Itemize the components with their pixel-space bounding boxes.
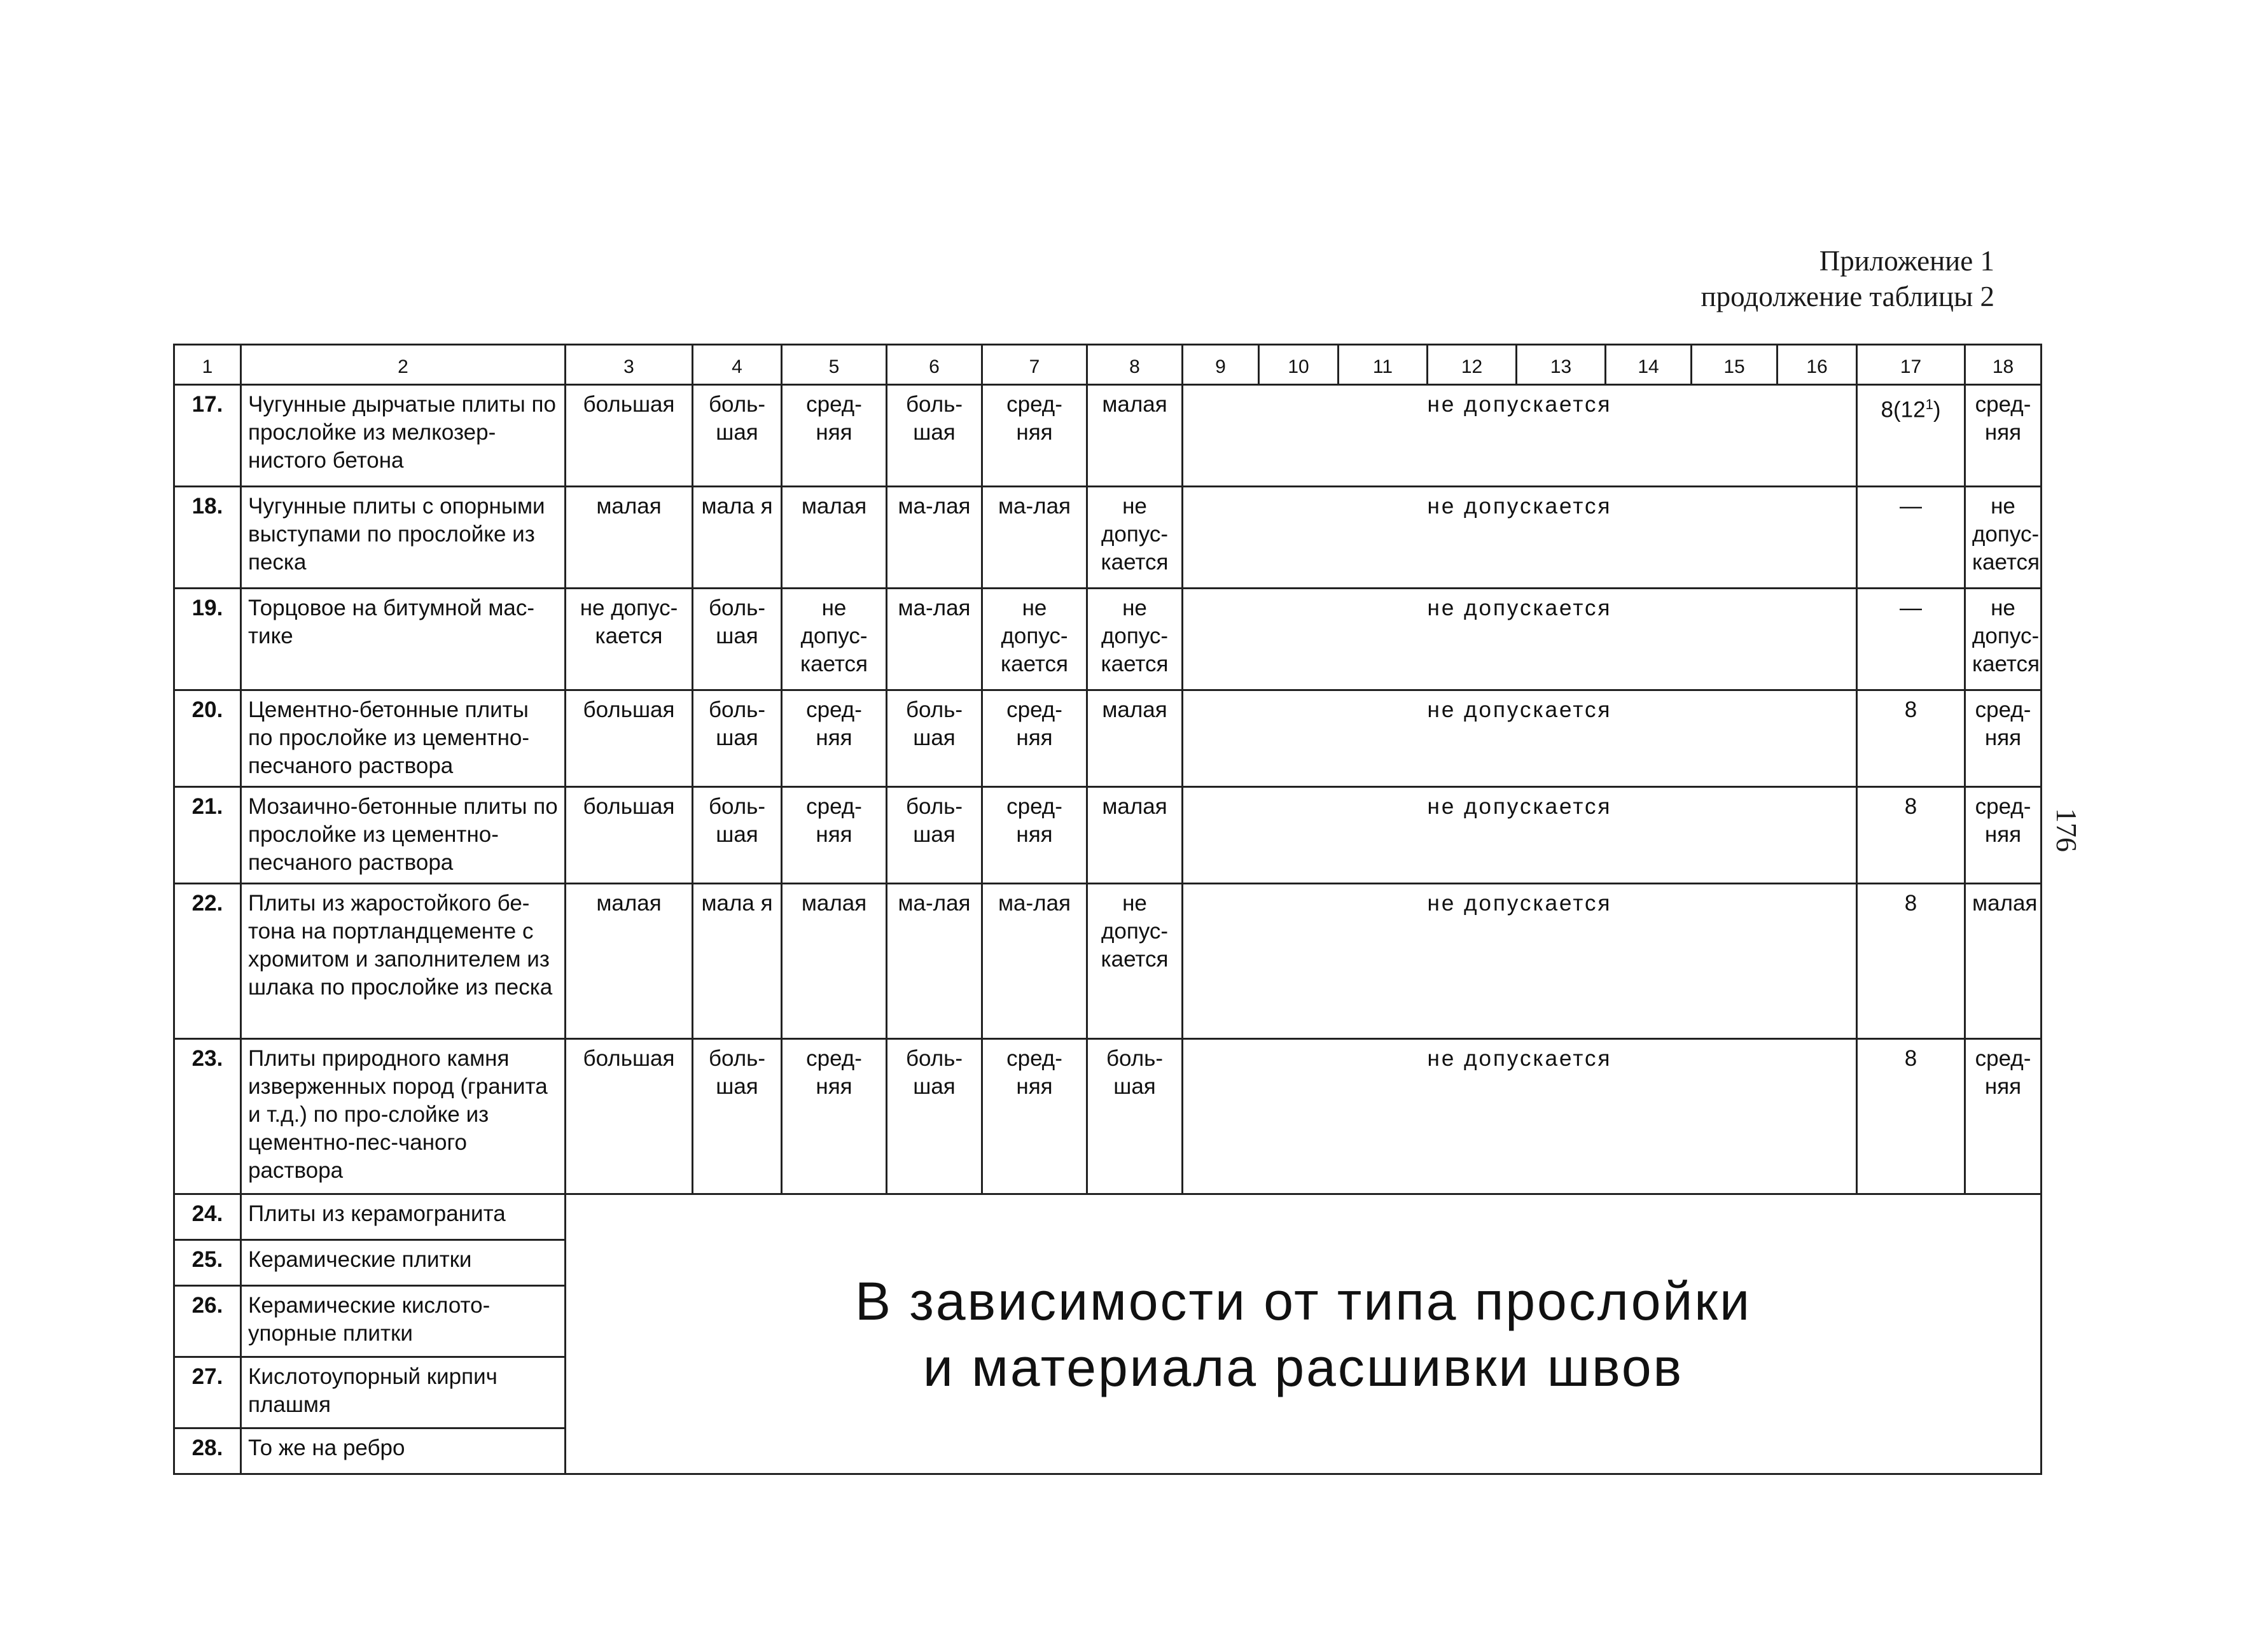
table-row [174,787,2042,884]
table-cell: сред-няя [982,787,1087,884]
row-name: То же на ребро [241,1428,566,1474]
cell-value: 8(12 [1881,397,1926,422]
table-cell: боль-шая [887,1039,982,1194]
header-cell: 7 [982,345,1087,385]
table-row [174,385,2042,487]
row-number: 17. [174,385,241,487]
table-cell: боль-шая [693,385,782,487]
table-cell: не допус-кается [566,589,693,690]
header-cell: 12 [1428,345,1517,385]
table-cell: боль-шая [887,385,982,487]
appendix-label: Приложение 1 [1819,245,1994,277]
row-number: 22. [174,884,241,1039]
header-cell: 8 [1087,345,1183,385]
table-cell: не допус-кается [782,589,887,690]
table-cell: не допус-кается [982,589,1087,690]
table-cell: мала я [693,884,782,1039]
table-row [174,589,2042,690]
merged-cell: не допускается [1183,487,1857,589]
row-name: Цементно-бетонные плиты по прослойке из цементно-песчаного раствора [241,690,566,787]
table-cell: не допус-кается [1087,487,1183,589]
row-name: Керамические кислото-упорные плитки [241,1286,566,1357]
table-cell: не допус-кается [1087,884,1183,1039]
row-name: Торцовое на битумной мас-тике [241,589,566,690]
row-number: 28. [174,1428,241,1474]
note-line: В зависимости от типа прослойки [854,1271,1752,1331]
header-cell: 10 [1259,345,1339,385]
table-cell: боль-шая [887,690,982,787]
table-cell: сред-няя [1965,690,2042,787]
footnote-mark: 1 [1925,396,1933,412]
row-number: 27. [174,1357,241,1428]
row-name: Чугунные дырчатые плиты по прослойке из мелкозер-нистого бетона [241,385,566,487]
table-cell: 8 [1857,884,1965,1039]
table-cell: сред-няя [982,385,1087,487]
table-cell: боль-шая [693,690,782,787]
table-cell: боль-шая [1087,1039,1183,1194]
table-cell: ма-лая [982,487,1087,589]
table-cell: сред-няя [1965,787,2042,884]
table-caption [1701,243,1994,314]
merged-cell: не допускается [1183,1039,1857,1194]
header-cell: 9 [1183,345,1259,385]
table-cell: сред-няя [782,385,887,487]
row-name: Плиты природного камня изверженных пород (гранита и т.д.) по про-слойке из цементно-пес-чаного раствора [241,1039,566,1194]
table-cell: сред-няя [1965,385,2042,487]
table-cell: малая [1087,385,1183,487]
table-cell: большая [566,385,693,487]
row-name: Плиты из жаростойкого бе-тона на портландцементе с хромитом и заполнителем из шлака по прослойке из песка [241,884,566,1039]
table-cell: сред-няя [782,690,887,787]
row-number: 19. [174,589,241,690]
header-cell: 13 [1517,345,1606,385]
table-cell: сред-няя [982,690,1087,787]
table-cell: не допус-кается [1087,589,1183,690]
row-name: Чугунные плиты с опорными выступами по прослойке из песка [241,487,566,589]
table-cell: мала я [693,487,782,589]
header-row [174,345,2042,385]
row-number: 23. [174,1039,241,1194]
table-cell: сред-няя [782,787,887,884]
table-cell: ма-лая [887,589,982,690]
table-cell: не допус-кается [1965,589,2042,690]
table-cell: ма-лая [887,487,982,589]
header-cell: 4 [693,345,782,385]
table-cell: боль-шая [693,787,782,884]
table-cell: сред-няя [782,1039,887,1194]
table-cell: ма-лая [982,884,1087,1039]
table-cell: малая [782,487,887,589]
header-cell: 2 [241,345,566,385]
table-cell: не допус-кается [1965,487,2042,589]
header-cell: 18 [1965,345,2042,385]
table-cell: малая [1087,787,1183,884]
note-line: и материала расшивки швов [922,1337,1684,1397]
table-row [174,690,2042,787]
merged-cell: не допускается [1183,884,1857,1039]
row-number: 26. [174,1286,241,1357]
table-cell: 8 [1857,690,1965,787]
table-cell: малая [782,884,887,1039]
table-cell: боль-шая [693,1039,782,1194]
table-cell: большая [566,1039,693,1194]
row-name: Кислотоупорный кирпич плашмя [241,1357,566,1428]
table-cell: боль-шая [693,589,782,690]
table-cell: сред-няя [982,1039,1087,1194]
merged-cell: не допускается [1183,589,1857,690]
table-cell: малая [566,487,693,589]
table-cell: малая [566,884,693,1039]
row-number: 18. [174,487,241,589]
page-number: 176 [2050,808,2083,852]
cell-value-tail: ) [1933,397,1941,422]
table-cell [1857,385,1965,487]
table-row [174,487,2042,589]
table-row [174,1194,2042,1240]
row-name: Мозаично-бетонные плиты по прослойке из цементно-песчаного раствора [241,787,566,884]
merged-cell: не допускается [1183,787,1857,884]
merged-cell: не допускается [1183,385,1857,487]
header-cell: 1 [174,345,241,385]
table-row [174,884,2042,1039]
header-cell: 16 [1778,345,1857,385]
header-cell: 11 [1339,345,1428,385]
table-cell: малая [1087,690,1183,787]
table-cell: 8 [1857,1039,1965,1194]
layer-dependency-note [566,1194,2042,1474]
table-cell: ма-лая [887,884,982,1039]
row-number: 21. [174,787,241,884]
table-cell: — [1857,487,1965,589]
header-cell: 15 [1692,345,1778,385]
table-cell: большая [566,787,693,884]
header-cell: 5 [782,345,887,385]
header-cell: 3 [566,345,693,385]
row-name: Плиты из керамогранита [241,1194,566,1240]
table-continuation-label: продолжение таблицы 2 [1701,281,1994,312]
header-cell: 14 [1606,345,1692,385]
table-cell: 8 [1857,787,1965,884]
header-cell: 17 [1857,345,1965,385]
table-cell: боль-шая [887,787,982,884]
row-name: Керамические плитки [241,1240,566,1286]
materials-table [173,344,2042,1475]
table-cell: большая [566,690,693,787]
row-number: 20. [174,690,241,787]
merged-cell: не допускается [1183,690,1857,787]
row-number: 24. [174,1194,241,1240]
table-cell: сред-няя [1965,1039,2042,1194]
table-row [174,1039,2042,1194]
table-cell: малая [1965,884,2042,1039]
table-cell: — [1857,589,1965,690]
row-number: 25. [174,1240,241,1286]
header-cell: 6 [887,345,982,385]
